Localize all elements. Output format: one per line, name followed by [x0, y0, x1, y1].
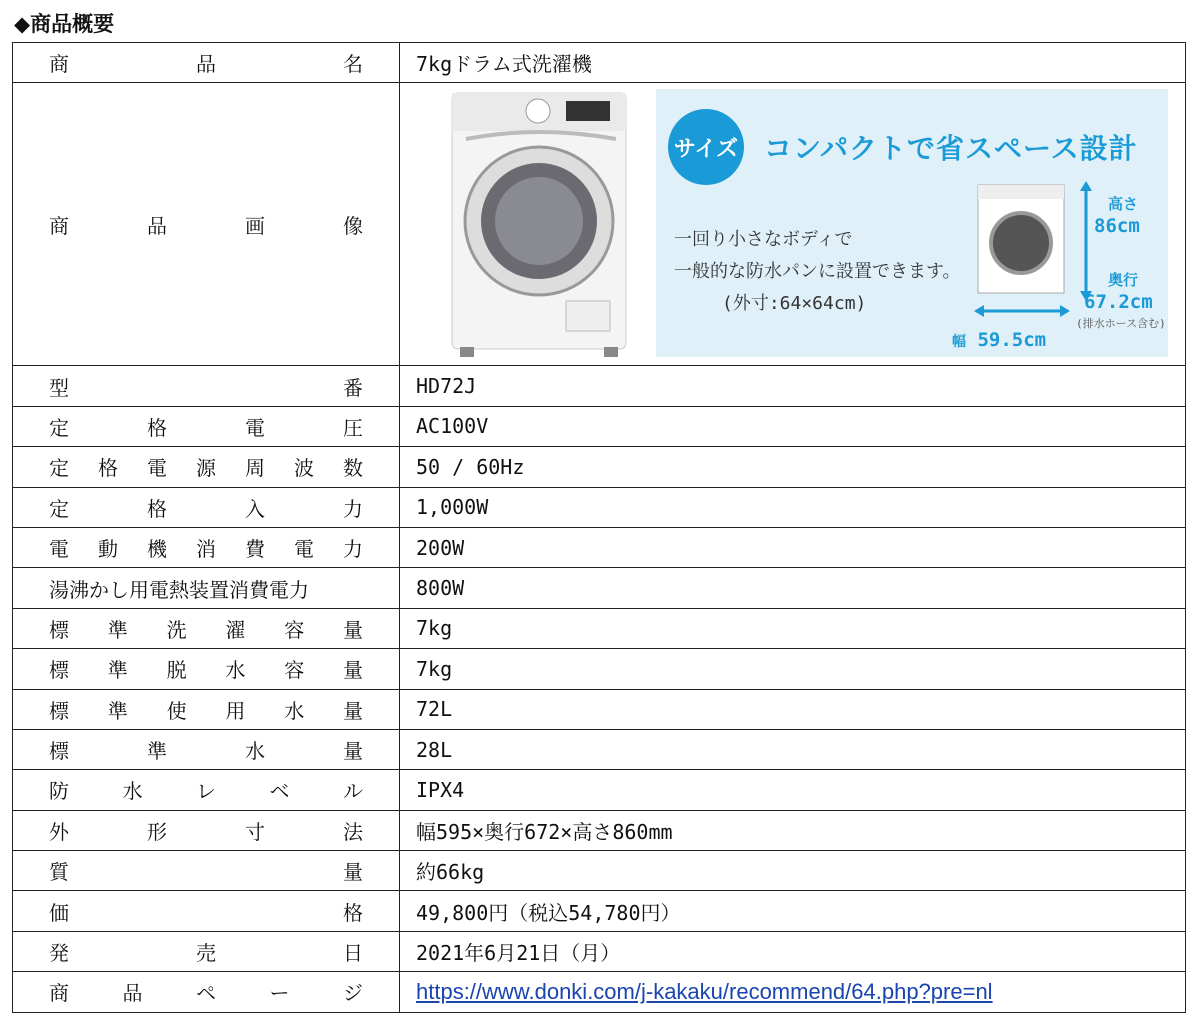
row-label [13, 810, 400, 850]
width-arrow-icon [974, 303, 1070, 319]
label-char: 電 [147, 456, 167, 481]
label-char: 電 [49, 537, 69, 562]
label-char: 費 [245, 537, 265, 562]
row-value-text: 28L [416, 737, 453, 762]
size-badge: サイズ [668, 109, 744, 185]
table-row [13, 770, 1186, 810]
label-char: 格 [343, 900, 363, 925]
row-label [13, 608, 400, 648]
label-char: 質 [49, 860, 69, 885]
table-row [13, 851, 1186, 891]
label-char: 品 [122, 981, 143, 1006]
label-char: 標 [49, 698, 69, 723]
row-value [400, 891, 1186, 931]
label-char: 圧 [343, 415, 363, 440]
row-label [13, 851, 400, 891]
depth-note: (排水ホース含む) [1076, 317, 1166, 331]
label-char: 品 [147, 213, 167, 238]
row-label [13, 366, 400, 406]
row-label [13, 689, 400, 729]
table-row [13, 83, 1186, 366]
label-char: レ [196, 779, 216, 804]
height-label: 高さ [1108, 195, 1139, 214]
row-value-text: 約66kg [416, 860, 485, 885]
row-value [400, 608, 1186, 648]
label-char: 濯 [225, 617, 246, 642]
label-char: ベ [269, 779, 290, 804]
label-char: 名 [343, 52, 363, 77]
label-char: 脱 [166, 658, 187, 683]
label-char: 格 [147, 415, 167, 440]
table-row [13, 689, 1186, 729]
table-row [13, 527, 1186, 567]
banner-title: コンパクトで省スペース設計 [764, 132, 1138, 166]
label-char: 品 [196, 52, 216, 77]
label-char: 商 [49, 981, 69, 1006]
row-value [400, 43, 1186, 83]
row-label [13, 891, 400, 931]
washer-image [446, 89, 632, 359]
table-row [13, 487, 1186, 527]
label-char: 力 [343, 537, 363, 562]
label-char: 用 [225, 698, 246, 723]
label-char: 水 [225, 658, 246, 683]
row-value-text: 49,800円（税込54,780円） [416, 900, 681, 925]
table-row [13, 810, 1186, 850]
table-row [13, 729, 1186, 769]
table-row [13, 649, 1186, 689]
row-value [400, 851, 1186, 891]
table-row [13, 406, 1186, 446]
row-label [13, 729, 400, 769]
row-value [400, 83, 1186, 366]
height-arrow-icon [1076, 181, 1096, 301]
label-char: 発 [49, 941, 69, 966]
label-char: 電 [294, 537, 314, 562]
label-char: 量 [342, 698, 363, 723]
row-value [400, 689, 1186, 729]
label-char: 標 [49, 617, 69, 642]
label-char: 周 [245, 456, 265, 481]
table-row [13, 43, 1186, 83]
label-char: 動 [98, 537, 118, 562]
table-row [13, 447, 1186, 487]
banner-line: (外寸:64×64cm) [722, 293, 867, 315]
label-char: 準 [107, 658, 128, 683]
row-value [400, 527, 1186, 567]
row-value [400, 487, 1186, 527]
spec-table [12, 42, 1186, 1013]
label-char: 使 [166, 698, 187, 723]
label-char: 画 [245, 213, 265, 238]
label-char: 商 [49, 213, 69, 238]
depth-label: 奥行 [1108, 271, 1139, 290]
row-value [400, 406, 1186, 446]
label-char: 定 [49, 456, 69, 481]
label-char: 格 [98, 456, 118, 481]
label-char: 準 [107, 617, 128, 642]
label-char: ペ [196, 981, 216, 1006]
row-value [400, 931, 1186, 971]
row-value-text: 幅595×奥行672×高さ860mm [416, 819, 673, 844]
table-row [13, 972, 1186, 1012]
row-label [13, 770, 400, 810]
label-char: 型 [49, 375, 69, 400]
label-char: 水 [122, 779, 143, 804]
label-char: 法 [343, 819, 363, 844]
label-char: 容 [284, 658, 305, 683]
label-char: 機 [147, 537, 167, 562]
label-char: 洗 [166, 617, 187, 642]
banner-line: 一般的な防水パンに設置できます。 [674, 261, 961, 283]
label-char: 源 [196, 456, 216, 481]
label-char: 水 [245, 739, 265, 764]
label-char: 形 [147, 819, 167, 844]
label-char: 標 [49, 658, 69, 683]
table-row [13, 608, 1186, 648]
row-label [13, 487, 400, 527]
label-char: 準 [107, 698, 128, 723]
row-value-text: 7kg [416, 656, 453, 681]
table-row [13, 568, 1186, 608]
size-banner [656, 89, 1168, 357]
product-page-link[interactable]: https://www.donki.com/j-kakaku/recommend/64.php?pre=nl [416, 978, 993, 1004]
label-char: 量 [342, 658, 363, 683]
label-char: 消 [196, 537, 216, 562]
label-char: 入 [245, 496, 265, 521]
label-char: 防 [49, 779, 69, 804]
row-value-text: 7kgドラム式洗濯機 [416, 52, 592, 77]
product-image [416, 83, 1185, 365]
label-char: 波 [294, 456, 314, 481]
row-label [13, 972, 400, 1012]
row-label [13, 568, 400, 608]
label-char: 量 [343, 739, 363, 764]
row-label [13, 406, 400, 446]
table-row [13, 931, 1186, 971]
row-label [13, 649, 400, 689]
row-label [13, 527, 400, 567]
row-label [13, 447, 400, 487]
label-char: 数 [343, 456, 363, 481]
row-value-text: 800W [416, 576, 465, 601]
label-char: 価 [49, 900, 69, 925]
row-value-text: 50 / 60Hz [416, 454, 525, 479]
label-char: 量 [343, 860, 363, 885]
row-value-text: 200W [416, 535, 465, 560]
mini-washer-icon [974, 181, 1074, 301]
row-label [13, 83, 400, 366]
row-value-text: IPX4 [416, 777, 465, 802]
label-char: 定 [49, 415, 69, 440]
label-char: 格 [147, 496, 167, 521]
row-label [13, 931, 400, 971]
label-char: 外 [49, 819, 69, 844]
label-char: 容 [284, 617, 305, 642]
label-char: 準 [147, 739, 167, 764]
row-value-text: HD72J [416, 374, 477, 399]
row-label [13, 43, 400, 83]
label-char: 定 [49, 496, 69, 521]
label-char: 像 [343, 213, 363, 238]
row-value [400, 972, 1186, 1012]
label-char: 湯沸かし用電熱装置消費電力 [49, 577, 309, 602]
row-value-text: 2021年6月21日（月） [416, 941, 621, 966]
width-value: 幅 59.5cm [952, 329, 1047, 352]
label-char: ジ [343, 981, 363, 1006]
label-char: 力 [343, 496, 363, 521]
label-char: 日 [343, 941, 363, 966]
label-char: 量 [342, 617, 363, 642]
section-heading: ◆商品概要 [14, 12, 115, 36]
row-value [400, 729, 1186, 769]
row-value-text: 7kg [416, 616, 453, 641]
row-value [400, 447, 1186, 487]
label-char: ー [269, 981, 290, 1006]
label-char: 売 [196, 941, 216, 966]
table-row [13, 366, 1186, 406]
label-char: 標 [49, 739, 69, 764]
label-char: 水 [284, 698, 305, 723]
height-value: 86cm [1094, 215, 1140, 238]
row-value [400, 568, 1186, 608]
row-value [400, 649, 1186, 689]
label-char: ル [343, 779, 363, 804]
row-value [400, 366, 1186, 406]
row-value [400, 810, 1186, 850]
depth-value: 67.2cm [1084, 291, 1153, 314]
row-value-text: AC100V [416, 414, 489, 439]
label-char: 番 [343, 375, 363, 400]
table-row [13, 891, 1186, 931]
label-char: 電 [245, 415, 265, 440]
row-value-text: 72L [416, 697, 453, 722]
row-value [400, 770, 1186, 810]
row-value-text: 1,000W [416, 495, 489, 520]
label-char: 商 [49, 52, 69, 77]
banner-line: 一回り小さなボディで [674, 229, 853, 251]
label-char: 寸 [245, 819, 265, 844]
